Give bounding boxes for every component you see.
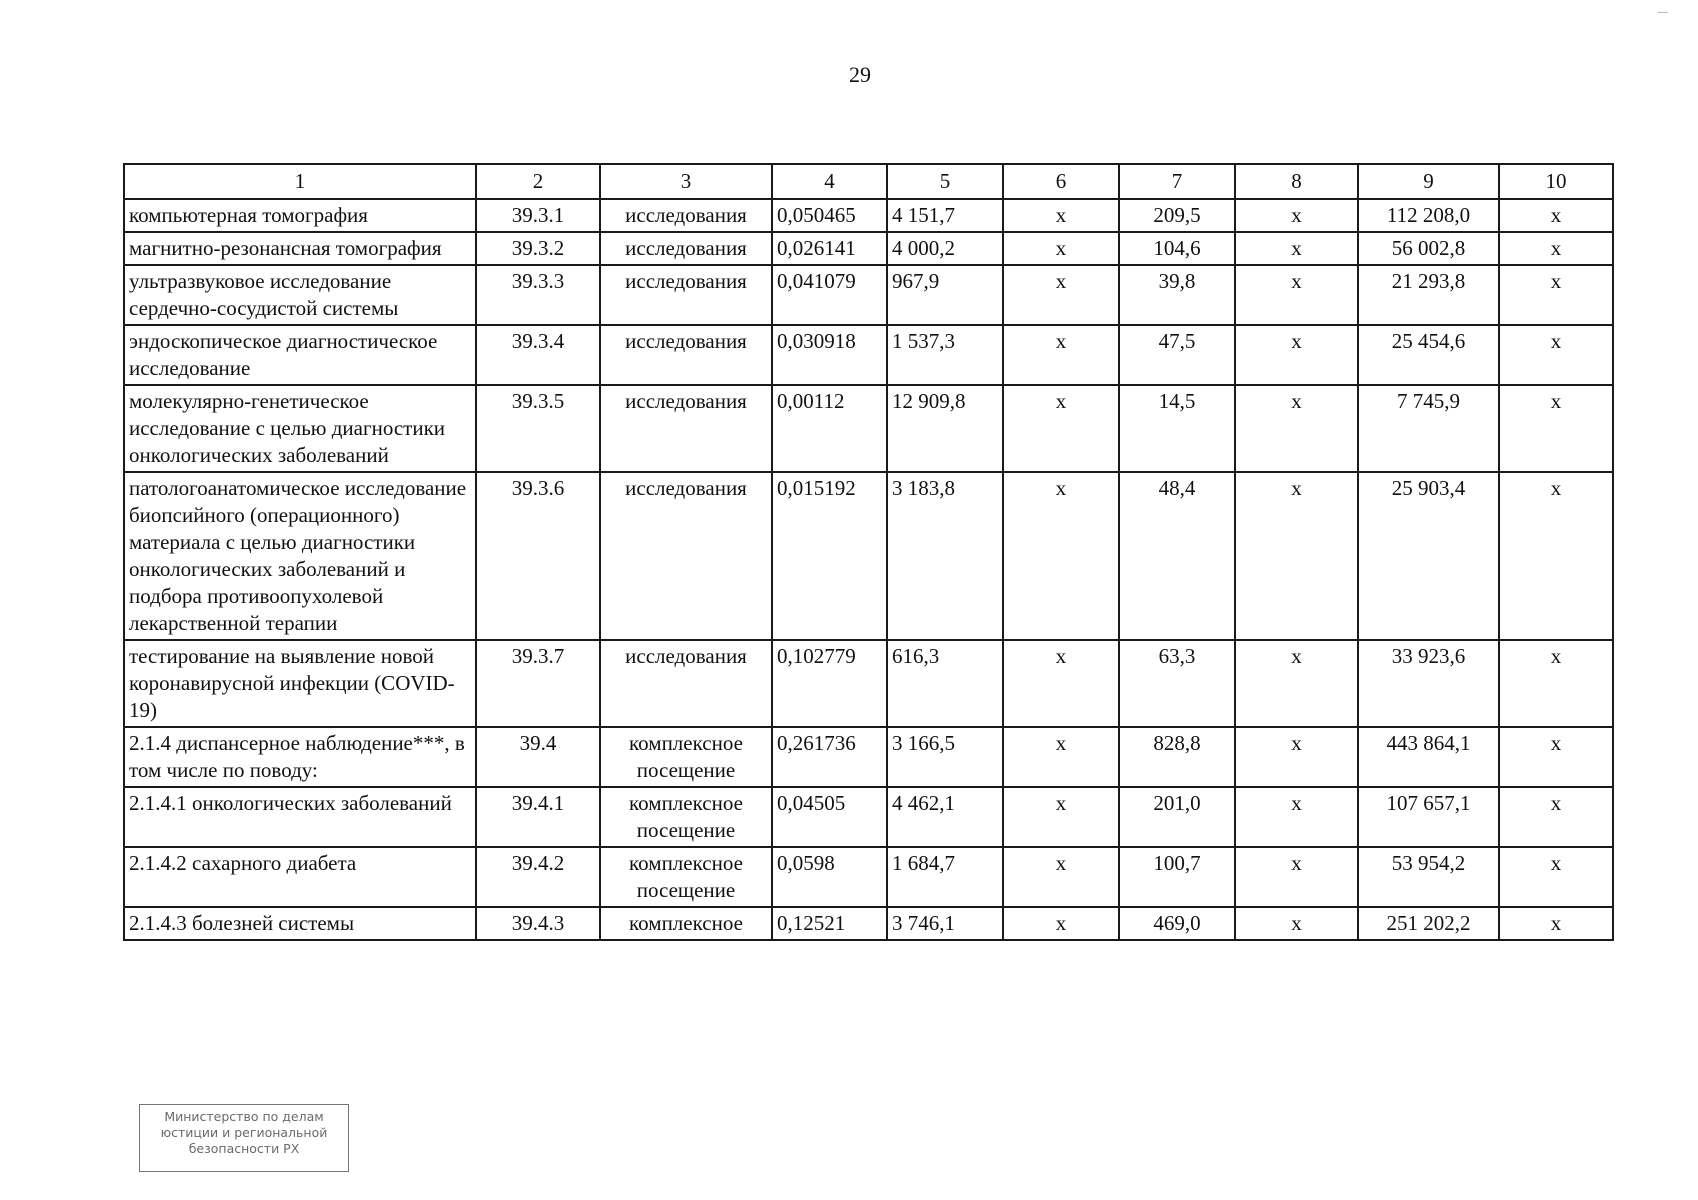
data-table-container [123, 163, 1612, 941]
row-unit-cell: комплексное посещение [600, 727, 772, 787]
row-x-cell: х [1003, 385, 1119, 472]
column-header: 1 [124, 164, 476, 199]
row-x-cell: х [1499, 325, 1613, 385]
column-header: 7 [1119, 164, 1235, 199]
row-unit-cell: исследования [600, 472, 772, 640]
table-row [124, 325, 1613, 385]
row-x-cell: х [1003, 472, 1119, 640]
stamp-line: Министерство по делам [164, 1109, 324, 1124]
row-volume-cell: 0,04505 [772, 787, 887, 847]
row-code-cell: 39.3.6 [476, 472, 600, 640]
row-value-cell: 104,6 [1119, 232, 1235, 265]
row-volume-cell: 0,041079 [772, 265, 887, 325]
row-code-cell: 39.3.1 [476, 199, 600, 232]
row-cost-cell: 616,3 [887, 640, 1003, 727]
row-value-cell: 201,0 [1119, 787, 1235, 847]
row-cost-cell: 4 151,7 [887, 199, 1003, 232]
row-x-cell: х [1003, 787, 1119, 847]
row-volume-cell: 0,015192 [772, 472, 887, 640]
row-code-cell: 39.3.4 [476, 325, 600, 385]
row-value-cell: 39,8 [1119, 265, 1235, 325]
row-total-cell: 107 657,1 [1358, 787, 1499, 847]
row-x-cell: х [1235, 265, 1358, 325]
table-row [124, 787, 1613, 847]
row-x-cell: х [1499, 907, 1613, 940]
row-name-cell: тестирование на выявление новой коронавирусной инфекции (COVID-19) [124, 640, 476, 727]
row-unit-cell: комплексное посещение [600, 787, 772, 847]
row-code-cell: 39.3.3 [476, 265, 600, 325]
column-header: 5 [887, 164, 1003, 199]
row-x-cell: х [1003, 325, 1119, 385]
column-header: 10 [1499, 164, 1613, 199]
row-x-cell: х [1499, 472, 1613, 640]
row-x-cell: х [1235, 640, 1358, 727]
row-unit-cell: исследования [600, 640, 772, 727]
row-x-cell: х [1235, 232, 1358, 265]
column-header: 9 [1358, 164, 1499, 199]
row-name-cell: 2.1.4.3 болезней системы [124, 907, 476, 940]
ministry-stamp [139, 1104, 349, 1172]
row-code-cell: 39.4 [476, 727, 600, 787]
row-value-cell: 209,5 [1119, 199, 1235, 232]
row-volume-cell: 0,050465 [772, 199, 887, 232]
table-row [124, 640, 1613, 727]
row-unit-cell: исследования [600, 199, 772, 232]
row-x-cell: х [1499, 847, 1613, 907]
row-volume-cell: 0,0598 [772, 847, 887, 907]
row-volume-cell: 0,030918 [772, 325, 887, 385]
row-code-cell: 39.4.2 [476, 847, 600, 907]
row-name-cell: патологоанатомическое исследование биопсийного (операционного) материала с целью диагностики онкологических заболеваний и подбора противоопухолевой лекарственной терапии [124, 472, 476, 640]
row-volume-cell: 0,00112 [772, 385, 887, 472]
row-code-cell: 39.3.2 [476, 232, 600, 265]
row-total-cell: 53 954,2 [1358, 847, 1499, 907]
row-cost-cell: 4 462,1 [887, 787, 1003, 847]
row-x-cell: х [1003, 640, 1119, 727]
row-name-cell: 2.1.4 диспансерное наблюдение***, в том числе по поводу: [124, 727, 476, 787]
row-cost-cell: 1 684,7 [887, 847, 1003, 907]
data-table [123, 163, 1614, 941]
row-total-cell: 21 293,8 [1358, 265, 1499, 325]
row-name-cell: 2.1.4.2 сахарного диабета [124, 847, 476, 907]
row-unit-cell: комплексное [600, 907, 772, 940]
row-x-cell: х [1235, 472, 1358, 640]
row-value-cell: 828,8 [1119, 727, 1235, 787]
row-x-cell: х [1003, 727, 1119, 787]
page-number: 29 [849, 62, 871, 87]
row-value-cell: 469,0 [1119, 907, 1235, 940]
row-x-cell: х [1499, 232, 1613, 265]
row-code-cell: 39.3.7 [476, 640, 600, 727]
stamp-line: безопасности РХ [188, 1141, 300, 1156]
row-x-cell: х [1003, 907, 1119, 940]
row-code-cell: 39.3.5 [476, 385, 600, 472]
row-x-cell: х [1235, 199, 1358, 232]
row-volume-cell: 0,102779 [772, 640, 887, 727]
table-row [124, 907, 1613, 940]
row-x-cell: х [1235, 787, 1358, 847]
table-row [124, 472, 1613, 640]
row-total-cell: 443 864,1 [1358, 727, 1499, 787]
row-total-cell: 251 202,2 [1358, 907, 1499, 940]
row-name-cell: молекулярно-генетическое исследование с целью диагностики онкологических заболеваний [124, 385, 476, 472]
row-x-cell: х [1499, 385, 1613, 472]
row-x-cell: х [1003, 232, 1119, 265]
row-value-cell: 14,5 [1119, 385, 1235, 472]
row-name-cell: компьютерная томография [124, 199, 476, 232]
row-x-cell: х [1499, 265, 1613, 325]
row-volume-cell: 0,12521 [772, 907, 887, 940]
row-x-cell: х [1235, 847, 1358, 907]
row-value-cell: 63,3 [1119, 640, 1235, 727]
row-total-cell: 33 923,6 [1358, 640, 1499, 727]
table-row [124, 727, 1613, 787]
row-unit-cell: исследования [600, 265, 772, 325]
row-unit-cell: исследования [600, 232, 772, 265]
row-cost-cell: 1 537,3 [887, 325, 1003, 385]
row-cost-cell: 12 909,8 [887, 385, 1003, 472]
row-x-cell: х [1499, 727, 1613, 787]
row-x-cell: х [1499, 640, 1613, 727]
table-row [124, 847, 1613, 907]
row-x-cell: х [1235, 907, 1358, 940]
table-row [124, 232, 1613, 265]
row-cost-cell: 967,9 [887, 265, 1003, 325]
row-total-cell: 7 745,9 [1358, 385, 1499, 472]
row-unit-cell: комплексное посещение [600, 847, 772, 907]
column-header: 2 [476, 164, 600, 199]
row-unit-cell: исследования [600, 325, 772, 385]
row-x-cell: х [1003, 265, 1119, 325]
row-x-cell: х [1003, 847, 1119, 907]
scan-corner-mark [1658, 12, 1668, 13]
stamp-line: юстиции и региональной [160, 1125, 328, 1140]
row-cost-cell: 3 746,1 [887, 907, 1003, 940]
row-code-cell: 39.4.3 [476, 907, 600, 940]
row-x-cell: х [1499, 199, 1613, 232]
row-code-cell: 39.4.1 [476, 787, 600, 847]
table-header-row [124, 164, 1613, 199]
row-x-cell: х [1235, 325, 1358, 385]
row-cost-cell: 3 166,5 [887, 727, 1003, 787]
row-total-cell: 112 208,0 [1358, 199, 1499, 232]
column-header: 4 [772, 164, 887, 199]
row-total-cell: 56 002,8 [1358, 232, 1499, 265]
row-cost-cell: 3 183,8 [887, 472, 1003, 640]
row-name-cell: 2.1.4.1 онкологических заболеваний [124, 787, 476, 847]
row-total-cell: 25 454,6 [1358, 325, 1499, 385]
row-unit-cell: исследования [600, 385, 772, 472]
table-row [124, 199, 1613, 232]
row-x-cell: х [1499, 787, 1613, 847]
row-total-cell: 25 903,4 [1358, 472, 1499, 640]
column-header: 3 [600, 164, 772, 199]
table-row [124, 385, 1613, 472]
row-volume-cell: 0,261736 [772, 727, 887, 787]
row-value-cell: 48,4 [1119, 472, 1235, 640]
row-name-cell: магнитно-резонансная томография [124, 232, 476, 265]
row-x-cell: х [1235, 727, 1358, 787]
row-x-cell: х [1003, 199, 1119, 232]
row-value-cell: 100,7 [1119, 847, 1235, 907]
row-cost-cell: 4 000,2 [887, 232, 1003, 265]
row-name-cell: эндоскопическое диагностическое исследование [124, 325, 476, 385]
row-volume-cell: 0,026141 [772, 232, 887, 265]
column-header: 6 [1003, 164, 1119, 199]
row-value-cell: 47,5 [1119, 325, 1235, 385]
column-header: 8 [1235, 164, 1358, 199]
row-x-cell: х [1235, 385, 1358, 472]
row-name-cell: ультразвуковое исследование сердечно-сосудистой системы [124, 265, 476, 325]
table-row [124, 265, 1613, 325]
